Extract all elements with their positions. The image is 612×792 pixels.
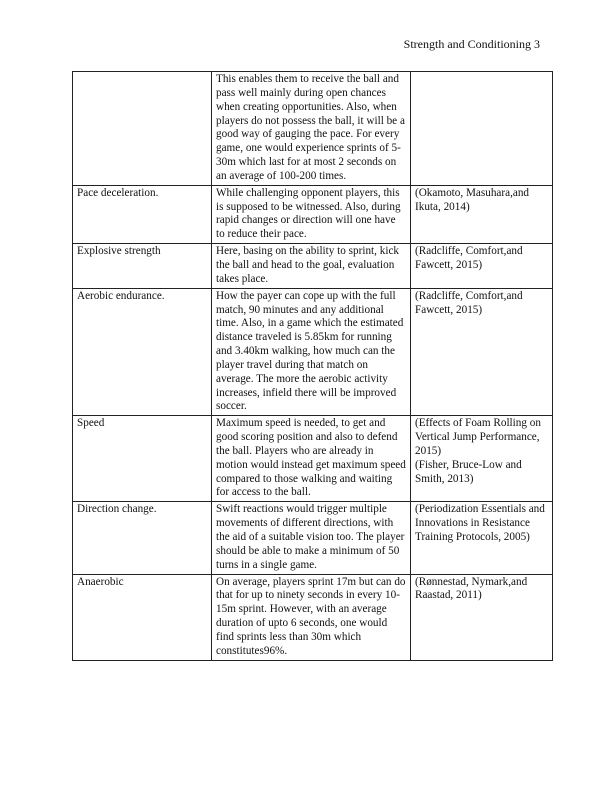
reference-cell: (Okamoto, Masuhara,and Ikuta, 2014) xyxy=(411,185,553,243)
fitness-components-table xyxy=(72,71,553,661)
description-cell: Maximum speed is needed, to get and good scoring position and also to defend the ball. Players who are already in motion would instead get maximum speed compared to those walking and waiting for access to the ball. xyxy=(212,416,411,502)
component-cell: Explosive strength xyxy=(73,244,212,289)
description-cell: How the payer can cope up with the full match, 90 minutes and any additional time. Also, in a game which the estimated distance traveled is 5.85km for running and 3.40km walking, how much can the player travel during that match on average. The more the aerobic activity increases, infield there will be improved soccer. xyxy=(212,288,411,416)
reference-cell xyxy=(411,416,553,502)
component-cell: Aerobic endurance. xyxy=(73,288,212,416)
reference-cell: (Periodization Essentials and Innovations in Resistance Training Protocols, 2005) xyxy=(411,502,553,574)
reference-entry: (Fisher, Bruce-Low and Smith, 2013) xyxy=(415,458,522,485)
table-row xyxy=(73,72,553,186)
table-row xyxy=(73,185,553,243)
component-cell: Direction change. xyxy=(73,502,212,574)
description-cell: Swift reactions would trigger multiple movements of different directions, with the aid of a suitable vision too. The player should be able to make a minimum of 50 turns in a single game. xyxy=(212,502,411,574)
reference-cell: (Radcliffe, Comfort,and Fawcett, 2015) xyxy=(411,244,553,289)
description-cell: On average, players sprint 17m but can do that for up to ninety seconds in every 10-15m sprint. However, with an average duration of upto 6 seconds, one would find sprints less than 30m which constitutes96%. xyxy=(212,574,411,660)
table-row xyxy=(73,574,553,660)
description-cell: While challenging opponent players, this is supposed to be witnessed. Also, during rapid changes or direction will one have to reduce their pace. xyxy=(212,185,411,243)
component-cell: Anaerobic xyxy=(73,574,212,660)
table-row xyxy=(73,502,553,574)
reference-entry: (Effects of Foam Rolling on Vertical Jump Performance, 2015) xyxy=(415,417,541,457)
component-cell: Pace deceleration. xyxy=(73,185,212,243)
reference-cell: (Radcliffe, Comfort,and Fawcett, 2015) xyxy=(411,288,553,416)
description-cell: Here, basing on the ability to sprint, kick the ball and head to the goal, evaluation takes place. xyxy=(212,244,411,289)
reference-cell xyxy=(411,72,553,186)
component-cell: Speed xyxy=(73,416,212,502)
reference-cell: (Rønnestad, Nymark,and Raastad, 2011) xyxy=(411,574,553,660)
table-row xyxy=(73,244,553,289)
description-cell: This enables them to receive the ball and pass well mainly during open chances when creating opportunities. Also, when players do not possess the ball, it will be a good way of gauging the pace. For every game, one would experience sprints of 5-30m which last for at most 2 seconds on an average of 100-200 times. xyxy=(212,72,411,186)
table-row xyxy=(73,288,553,416)
running-head: Strength and Conditioning 3 xyxy=(403,37,540,51)
component-cell xyxy=(73,72,212,186)
table-row xyxy=(73,416,553,502)
